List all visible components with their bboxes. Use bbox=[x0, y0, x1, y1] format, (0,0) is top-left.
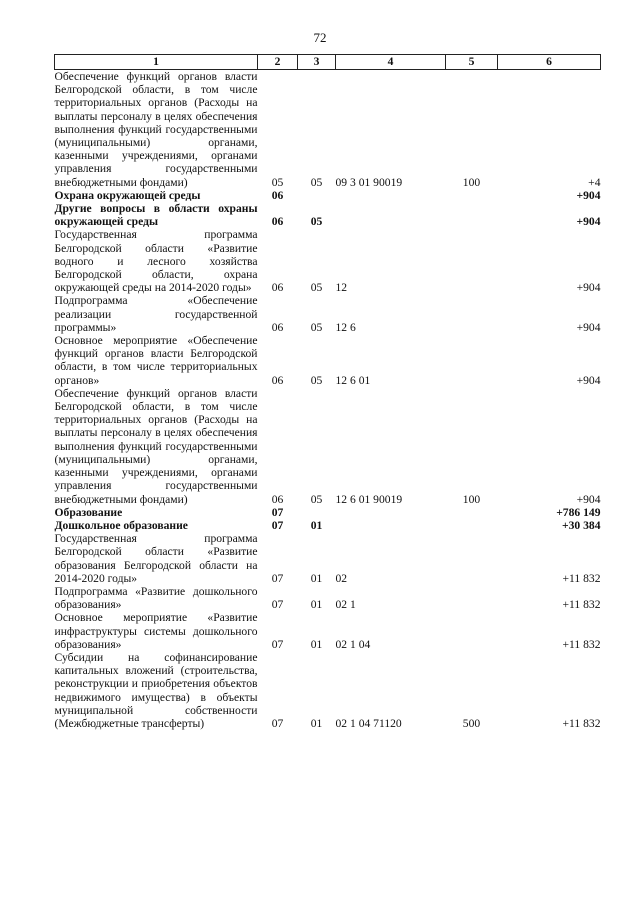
row-target-code: 02 1 bbox=[335, 598, 356, 612]
row-section: 07 bbox=[271, 505, 284, 519]
row-description: Основное мероприятие «Обеспечение функций органов власти Белгородской области, в том числе территориальных органов» bbox=[54, 334, 258, 387]
table-row bbox=[55, 228, 601, 294]
row-description: Подпрограмма «Обеспечение реализации государственной программы» bbox=[54, 294, 258, 334]
row-section: 06 bbox=[271, 373, 284, 387]
column-header-target: 4 bbox=[336, 55, 446, 70]
table-row bbox=[55, 334, 601, 387]
row-target-code bbox=[336, 506, 446, 519]
row-target-code: 09 3 01 90019 bbox=[335, 175, 403, 189]
row-subsection: 05 bbox=[310, 215, 323, 229]
row-target-code: 12 bbox=[335, 281, 348, 295]
row-description: Дошкольное образование bbox=[54, 518, 188, 532]
row-section: 06 bbox=[271, 281, 284, 295]
row-target-code bbox=[336, 202, 446, 228]
row-subsection: 01 bbox=[310, 518, 323, 532]
row-expense-type bbox=[446, 228, 498, 294]
row-section: 07 bbox=[271, 716, 284, 730]
row-subsection: 01 bbox=[310, 637, 323, 651]
table-row bbox=[55, 202, 601, 228]
row-section: 06 bbox=[271, 320, 284, 334]
row-expense-type bbox=[446, 519, 498, 532]
column-header-amount: 6 bbox=[498, 55, 601, 70]
row-amount: +904 bbox=[576, 320, 601, 334]
row-section: 06 bbox=[271, 188, 284, 202]
table-body bbox=[55, 70, 601, 731]
row-section: 07 bbox=[271, 598, 284, 612]
row-subsection: 05 bbox=[310, 175, 323, 189]
row-subsection: 05 bbox=[310, 373, 323, 387]
row-subsection: 05 bbox=[310, 281, 323, 295]
row-description: Государственная программа Белгородской области «Развитие образования Белгородской области на 2014-2020 годы» bbox=[54, 532, 258, 585]
row-target-code: 02 1 04 71120 bbox=[335, 716, 402, 730]
column-header-description: 1 bbox=[55, 55, 258, 70]
row-description: Обеспечение функций органов власти Белгородской области, в том числе территориальных органов (Расходы на выплаты персоналу в целях обеспечения выполнения функций государственными (муниципальными) органами, казенными учреждениями, органами управления государственными внебюджетными фондами) bbox=[54, 386, 258, 506]
table-row bbox=[55, 519, 601, 532]
row-section: 06 bbox=[271, 492, 284, 506]
row-subsection: 01 bbox=[310, 716, 323, 730]
row-amount: +904 bbox=[576, 188, 601, 202]
column-header-expense: 5 bbox=[446, 55, 498, 70]
row-subsection: 01 bbox=[310, 571, 323, 585]
row-target-code bbox=[336, 519, 446, 532]
row-expense-type: 100 bbox=[462, 175, 481, 189]
table-row bbox=[55, 70, 601, 189]
row-expense-type: 100 bbox=[462, 492, 481, 506]
row-target-code: 02 bbox=[335, 571, 348, 585]
row-amount: +30 384 bbox=[562, 518, 601, 532]
row-target-code: 12 6 bbox=[335, 320, 356, 334]
row-amount: +4 bbox=[588, 175, 601, 189]
row-expense-type bbox=[446, 202, 498, 228]
table-row bbox=[55, 651, 601, 730]
table-row bbox=[55, 189, 601, 202]
row-amount: +904 bbox=[576, 215, 601, 229]
row-expense-type bbox=[446, 532, 498, 585]
column-header-section: 2 bbox=[258, 55, 298, 70]
row-description: Охрана окружающей среды bbox=[54, 188, 201, 202]
row-section: 07 bbox=[271, 518, 284, 532]
row-amount: +904 bbox=[576, 373, 601, 387]
row-expense-type: 500 bbox=[462, 716, 481, 730]
row-amount: +904 bbox=[576, 492, 601, 506]
row-expense-type bbox=[446, 506, 498, 519]
row-amount: +786 149 bbox=[556, 505, 601, 519]
row-target-code: 12 6 01 90019 bbox=[335, 492, 403, 506]
row-section: 07 bbox=[271, 637, 284, 651]
row-target-code bbox=[336, 189, 446, 202]
row-description: Государственная программа Белгородской области «Развитие водного и лесного хозяйства Белгородской области, охрана окружающей среды на 2014-2020 годы» bbox=[54, 228, 258, 295]
row-description: Субсидии на софинансирование капитальных вложений (строительства, реконструкции и приобретения объектов недвижимого имущества) в объекты муниципальной собственности (Межбюджетные трансферты) bbox=[54, 650, 258, 730]
row-expense-type bbox=[446, 611, 498, 651]
row-section: 06 bbox=[271, 215, 284, 229]
column-header-subsection: 3 bbox=[298, 55, 336, 70]
page-number: 72 bbox=[313, 30, 327, 45]
row-target-code: 02 1 04 bbox=[335, 637, 371, 651]
row-expense-type bbox=[446, 294, 498, 334]
row-expense-type bbox=[446, 334, 498, 387]
table-row bbox=[55, 585, 601, 611]
table-header-row bbox=[55, 55, 601, 70]
row-subsection bbox=[298, 506, 336, 519]
row-description: Основное мероприятие «Развитие инфраструктуры системы дошкольного образования» bbox=[54, 611, 258, 651]
row-subsection: 05 bbox=[310, 320, 323, 334]
row-amount: +904 bbox=[576, 281, 601, 295]
row-amount: +11 832 bbox=[562, 571, 601, 585]
row-description: Образование bbox=[54, 505, 123, 519]
row-description: Другие вопросы в области охраны окружающей среды bbox=[54, 202, 258, 229]
row-target-code: 12 6 01 bbox=[335, 373, 371, 387]
table-row bbox=[55, 294, 601, 334]
row-subsection bbox=[298, 189, 336, 202]
row-amount: +11 832 bbox=[562, 637, 601, 651]
row-amount: +11 832 bbox=[562, 598, 601, 612]
table-row bbox=[55, 506, 601, 519]
row-expense-type bbox=[446, 189, 498, 202]
row-section: 07 bbox=[271, 571, 284, 585]
row-subsection: 01 bbox=[310, 598, 323, 612]
row-expense-type bbox=[446, 585, 498, 611]
row-description: Обеспечение функций органов власти Белгородской области, в том числе территориальных органов (Расходы на выплаты персоналу в целях обеспечения выполнения функций государственными (муниципальными) органами, казенными учреждениями, органами управления государственными внебюджетными фондами) bbox=[54, 70, 258, 189]
row-section: 05 bbox=[271, 175, 284, 189]
row-amount: +11 832 bbox=[562, 716, 601, 730]
table-row bbox=[55, 611, 601, 651]
budget-table bbox=[54, 54, 601, 730]
row-description: Подпрограмма «Развитие дошкольного образования» bbox=[54, 584, 258, 612]
row-subsection: 05 bbox=[310, 492, 323, 506]
table-row bbox=[55, 387, 601, 506]
table-row bbox=[55, 532, 601, 585]
